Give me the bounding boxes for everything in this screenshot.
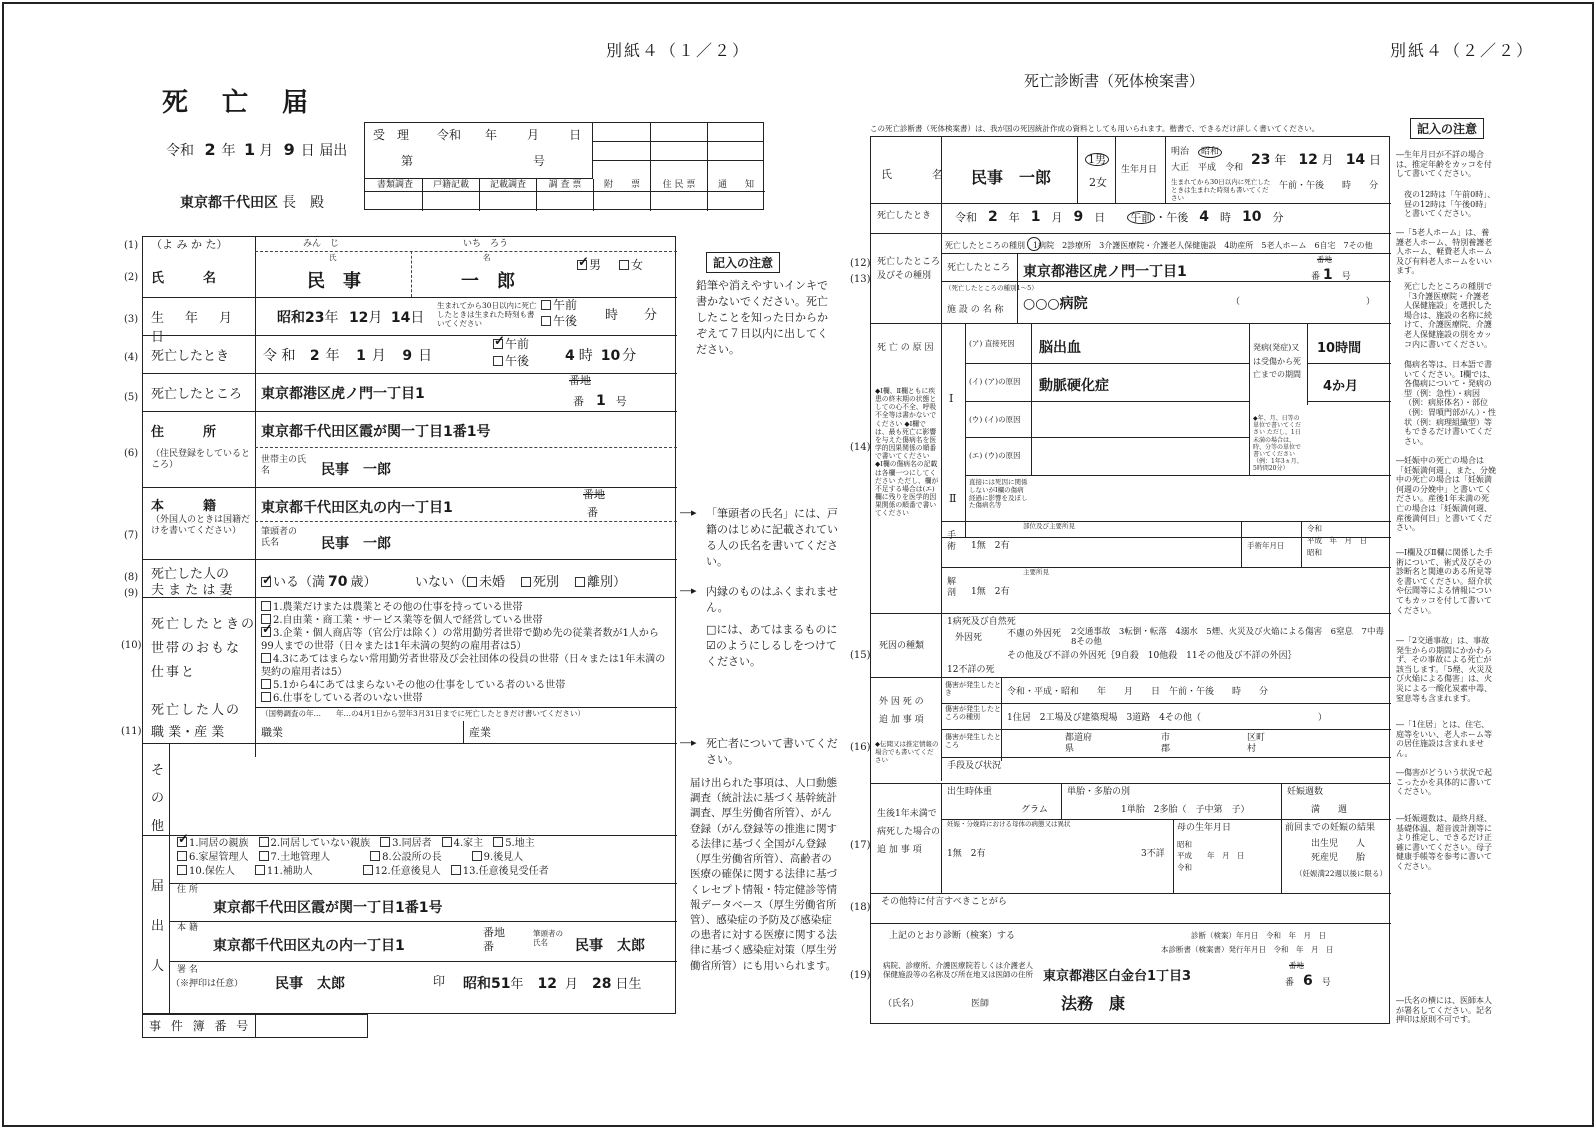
informant-hittosha[interactable]: 民事 太郎	[575, 938, 645, 954]
death-notice-title: 死 亡 届	[162, 88, 313, 118]
case-number-box: 事 件 簿 番 号	[142, 1014, 368, 1038]
death-place-value[interactable]: 東京都港区虎ノ門一丁目1	[261, 386, 425, 402]
household-head-value[interactable]: 民事 一郎	[321, 462, 391, 478]
informant-address[interactable]: 東京都千代田区霞が関一丁目1番1号	[213, 900, 443, 916]
birth-era-year[interactable]: 昭和23	[277, 310, 325, 326]
yomikata-mei[interactable]: いち ろう	[463, 239, 509, 249]
office-cols: 書類調査 戸籍記載 記載調査 調 査 票 附 票 住 民 票 通 知	[365, 179, 765, 211]
male-checkbox[interactable]	[577, 260, 587, 270]
cert-death-place[interactable]: 東京都港区虎ノ門一丁目1	[1023, 264, 1187, 280]
addressee: 東京都千代田区 長 殿	[180, 195, 324, 211]
right-notes-title: 記入の注意	[1410, 118, 1484, 139]
death-certificate-form: 氏 名 民事 一郎 1男 2女 生年月日 明治 昭和 大正 平成 令和 23 年 12 月 14 日 生まれてから30日以内に死亡したときは生まれた時刻も書いてください 午前・午後 時 分 死亡したとき 令和 2 年 1 月 9 日 午前 ・午後 4 時 10 分 死亡したところ 及びその種別 死亡したところの種別 1病院 2診療所 3介護医療院・介護老人保健施設 4助産所 5老人ホーム 6自宅 7その他 死亡したところ 東京都港区虎ノ門一丁目1 番地 番 1 号 （死亡したところの種別1〜5） 施 設 の 名 称 ○○○病院 （ ） 死 亡 の 原 因 ◆Ⅰ欄、Ⅱ欄ともに疾患の終末期の状態としての心不全、呼吸不全等は書かないでください ◆Ⅰ欄では、最も死亡に影響を与えた傷病名を医学的因果関係の順番で書いてください ◆Ⅰ欄の傷病名の記載は各欄一つにしてください ただし、欄が不足する場合は(エ)欄に残りを医学的因果関係の順番で書いてください Ⅰ Ⅱ (ア) 直接死因 脳出血 (イ) (ア)の原因 動脈硬化症 (ウ) (イ)の原因 (エ) (ウ)の原因 直接には死因に関係しないがⅠ欄の傷病経過に影響を及ぼした傷病名等 発病(発症)又は受傷から死亡までの期間 ◆年、月、日等の単位で書いてください ただし、1日未満の場合は、時、分等の単位で書いてください（例：1年3ヵ月、5時間20分） 10時間 4か月 手術 1無 2有 部位及び主要所見 手術年月日 令和 平成 年 月 日 昭和 解剖 1無 2有 主要所見 死因の種類 1病死及び自然死 外因死 不慮の外因死 2交通事故 3転倒・転落 4溺水 5煙、火災及び火焔による傷害 6窒息 7中毒 8その他 その他及び不詳の外因死｛9自殺 10他殺 11その他及び不詳の外因｝ 12不詳の死 外 因 死 の 追 加 事 項 ◆伝聞又は推定情報の場合でも書いてください 傷害が発生したとき 令和・平成・昭和 年 月 日 午前・午後 時 分 傷害が発生したところの種別 1住居 2工場及び建築現場 3道路 4その他（ ） 傷害が発生したところ 都道府県 市郡 区町村 手段及び状況 生後1年未満で 病死した場合の 追 加 事 項 出生時体重 グラム 単胎・多胎の別 1単胎 2多胎（ 子中第 子） 妊娠週数 満 週 妊娠・分娩時における母体の病態又は異状 1無 2有 3不詳 母の生年月日 昭和 平成 年 月 日 令和 前回までの妊娠の結果 出生児 人 死産児 胎 （妊娠満22週以後に限る） その他特に付言すべきことがら 上記のとおり診断（検案）する 診断（検案）年月日 令和 年 月 日 本診断書（検案書）発行年月日 令和 年 月 日 病院、診療所、介護医療院若しくは介護老人保健施設等の名称及び所在地又は医師の住所 東京都港区白金台1丁目3 番地 番 6 号 （氏名） 医師 法務 康	[870, 136, 1390, 1024]
deceased-name[interactable]: 民事 一郎	[971, 168, 1052, 187]
doctor-name[interactable]: 法務 康	[1061, 994, 1126, 1013]
hittosha-value[interactable]: 民事 一郎	[321, 536, 391, 552]
honseki-value[interactable]: 東京都千代田区丸の内一丁目1	[261, 500, 453, 516]
right-page-label: 別紙４（２／２）	[1390, 41, 1535, 60]
period-a[interactable]: 10時間	[1317, 341, 1362, 356]
left-page-label: 別紙４（１／２）	[606, 41, 751, 60]
death-notice-form: （よ み か た） みん じ いち ろう 氏 名 氏 名 民 事 一 郎 ✓男 女 生 年 月 日 昭和23年 12月 14日 生まれてから30日以内に死亡したときは生まれた時刻も書いてください 午前 午後 時 分 死亡したとき 令 和 2 年 1 月 9 日 ✓午前 午後 4 時 10 分 死亡したところ 東京都港区虎ノ門一丁目1 番地 番 1 号 住 所 （住民登録をしているところ） 東京都千代田区霞が関一丁目1番1号 世帯主の氏名 民事 一郎 本 籍 （外国人のときは国籍だけを書いてください） 東京都千代田区丸の内一丁目1 番地 番 筆頭者の氏名 民事 一郎 死亡した人の 夫 ま た は 妻 ✓いる（満 70 歳） いない（ 未婚 死別 離別） 死亡したときの 世帯のおもな 仕事と 1.農業だけまたは農業とその他の仕事を持っている世帯 2.自由業・商工業・サービス業等を個人で経営している世帯 ✓3.企業・個人商店等（官公庁は除く）の常用勤労者世帯で勤め先の従業者数が1人から99人までの世帯（日々または1年未満の契約の雇用者は5） 4.3にあてはまらない常用勤労者世帯及び会社団体の役員の世帯（日々または1年未満の契約の雇用者は5） 5.1から4にあてはまらないその他の仕事をしている者のいる世帯 6.仕事をしている者のいない世帯 死亡した人の 職 業・産 業 （国勢調査の年… 年…の4月1日から翌年3月31日までに死亡したときだけ書いてください） 職業 産業 そ の 他 届 出 人 ✓1.同居の親族 2.同居していない親族 3.同居者 4.家主 5.地主 6.家屋管理人 7.土地管理人 8.公設所の長 9.後見人 10.保佐人 11.補助人 12.任意後見人 13.任意後見受任者 住 所 東京都千代田区霞が関一丁目1番1号 本 籍 東京都千代田区丸の内一丁目1 番地 番 筆頭者の氏名 民事 太郎 署 名 （※押印は任意） 民事 太郎 印 昭和51年 12 月 28 日生	[142, 236, 676, 1014]
address-value[interactable]: 東京都千代田区霞が関一丁目1番1号	[261, 424, 491, 440]
female-checkbox[interactable]	[619, 260, 629, 270]
name-mei[interactable]: 一 郎	[461, 271, 515, 292]
facility-name[interactable]: ○○○病院	[1023, 296, 1088, 312]
submitted-date: 令和 2 年 1 月 9 日 届出	[166, 140, 348, 159]
office-use-box: 受 理 令和 年 月 日 第 号 書類調査 戸籍記載 記載調査 調 査 票 附 票 住 民 票 通 知	[364, 122, 764, 210]
period-b[interactable]: 4か月	[1323, 379, 1359, 394]
doctor-address[interactable]: 東京都港区白金台1丁目3	[1043, 969, 1192, 984]
informant-honseki[interactable]: 東京都千代田区丸の内一丁目1	[213, 938, 405, 954]
household-options: 1.農業だけまたは農業とその他の仕事を持っている世帯 2.自由業・商工業・サービス業等を個人で経営している世帯 ✓3.企業・個人商店等（官公庁は除く）の常用勤労者世帯で勤め先の従業者数が1人から99人までの世帯（日々または1年未満の契約の雇用者は5） 4.3にあてはまらない常用勤労者世帯及び会社団体の役員の世帯（日々または1年未満の契約の雇用者は5） 5.1から4にあてはまらないその他の仕事をしている者のいる世帯 6.仕事をしている者のいない世帯	[261, 601, 671, 705]
spouse-yes-checkbox[interactable]	[261, 577, 271, 587]
name-sei[interactable]: 民 事	[307, 271, 361, 292]
informant-signature[interactable]: 民事 太郎	[275, 976, 345, 992]
certificate-title: 死亡診断書（死体検案書）	[1024, 72, 1205, 90]
left-notes-title: 記入の注意	[706, 252, 780, 273]
cause-b[interactable]: 動脈硬化症	[1039, 378, 1109, 394]
yomikata-sei[interactable]: みん じ	[303, 239, 340, 249]
informant-qualifications: ✓1.同居の親族 2.同居していない親族 3.同居者 4.家主 5.地主 6.家屋管理人 7.土地管理人 8.公設所の長 9.後見人 10.保佐人 11.補助人 12.任意後見人 13.任意後見受任者	[177, 837, 673, 879]
cause-a[interactable]: 脳出血	[1039, 340, 1081, 356]
